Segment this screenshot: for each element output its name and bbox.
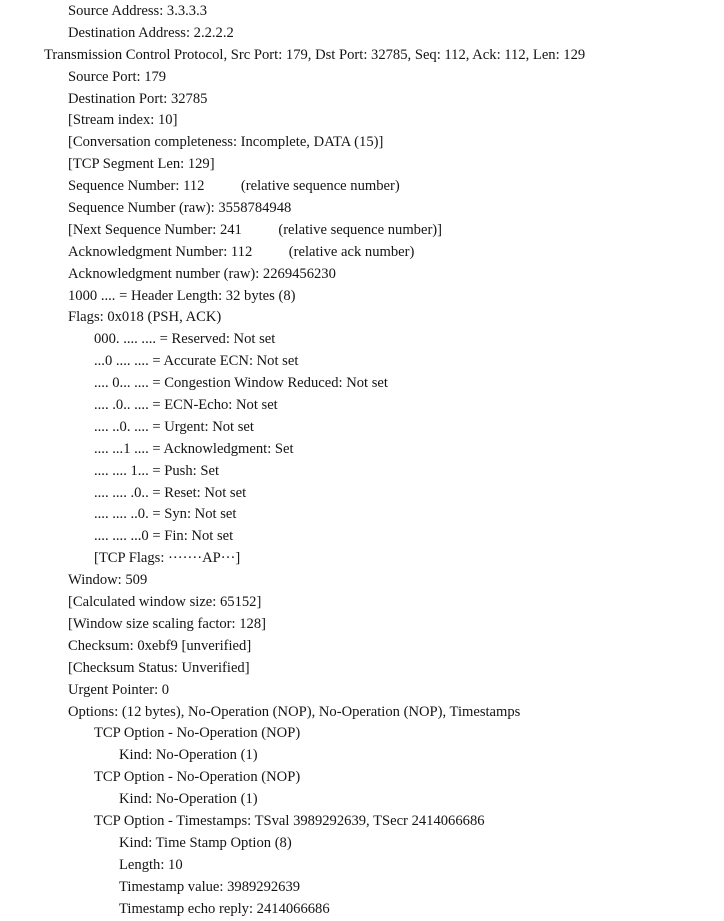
packet-line: .... .... ...0 = Fin: Not set: [94, 528, 234, 545]
packet-line: .... ..0. .... = Urgent: Not set: [94, 418, 254, 435]
packet-line: Options: (12 bytes), No-Operation (NOP), No-Operation (NOP), Timestamps: [68, 703, 521, 720]
packet-line: [Next Sequence Number: 241 (relative sequence number)]: [68, 221, 443, 238]
packet-line: Timestamp echo reply: 2414066686: [119, 900, 330, 917]
packet-line: Acknowledgment Number: 112 (relative ack number): [68, 243, 415, 260]
packet-line: .... ...1 .... = Acknowledgment: Set: [94, 440, 294, 457]
packet-line: 1000 .... = Header Length: 32 bytes (8): [68, 287, 296, 304]
packet-line: ...0 .... .... = Accurate ECN: Not set: [94, 353, 299, 370]
packet-line: Checksum: 0xebf9 [unverified]: [68, 637, 252, 654]
packet-line: Kind: No-Operation (1): [119, 747, 258, 764]
packet-line: Timestamp value: 3989292639: [119, 878, 301, 895]
packet-line: [Calculated window size: 65152]: [68, 594, 262, 611]
packet-line: .... 0... .... = Congestion Window Reduced: Not set: [94, 375, 388, 392]
packet-line: Flags: 0x018 (PSH, ACK): [68, 309, 222, 326]
packet-line: Urgent Pointer: 0: [68, 681, 170, 698]
packet-line: [Window size scaling factor: 128]: [68, 615, 266, 632]
packet-line: Transmission Control Protocol, Src Port: 179, Dst Port: 32785, Seq: 112, Ack: 112, Len: 129: [44, 46, 586, 63]
packet-line: Destination Port: 32785: [68, 90, 208, 107]
packet-line: Sequence Number: 112 (relative sequence number): [68, 178, 400, 195]
packet-line: Acknowledgment number (raw): 2269456230: [68, 265, 336, 282]
packet-line: TCP Option - No-Operation (NOP): [94, 725, 301, 742]
packet-line: [Stream index: 10]: [68, 112, 178, 129]
packet-line: [Conversation completeness: Incomplete, DATA (15)]: [68, 134, 384, 151]
packet-line: Sequence Number (raw): 3558784948: [68, 200, 292, 217]
packet-line: TCP Option - Timestamps: TSval 3989292639, TSecr 2414066686: [94, 812, 485, 829]
packet-line: Kind: No-Operation (1): [119, 791, 258, 808]
packet-line: Source Address: 3.3.3.3: [68, 3, 208, 19]
packet-line: [Checksum Status: Unverified]: [68, 659, 250, 676]
packet-line: TCP Option - No-Operation (NOP): [94, 769, 301, 786]
packet-line: 000. .... .... = Reserved: Not set: [94, 331, 276, 348]
packet-line: [TCP Segment Len: 129]: [68, 156, 215, 173]
packet-line-list: [0, 1, 724, 920]
packet-line: [TCP Flags: ·······AP···]: [94, 550, 241, 567]
packet-line: .... .... .0.. = Reset: Not set: [94, 484, 247, 501]
packet-line: Window: 509: [68, 572, 148, 589]
packet-line: .... .... 1... = Push: Set: [94, 462, 219, 479]
packet-line: Kind: Time Stamp Option (8): [119, 834, 292, 851]
packet-line: .... .... ..0. = Syn: Not set: [94, 506, 237, 523]
packet-line: Length: 10: [119, 856, 183, 873]
packet-line: Source Port: 179: [68, 68, 167, 85]
packet-line: .... .0.. .... = ECN-Echo: Not set: [94, 397, 278, 414]
packet-line: Destination Address: 2.2.2.2: [68, 24, 234, 41]
